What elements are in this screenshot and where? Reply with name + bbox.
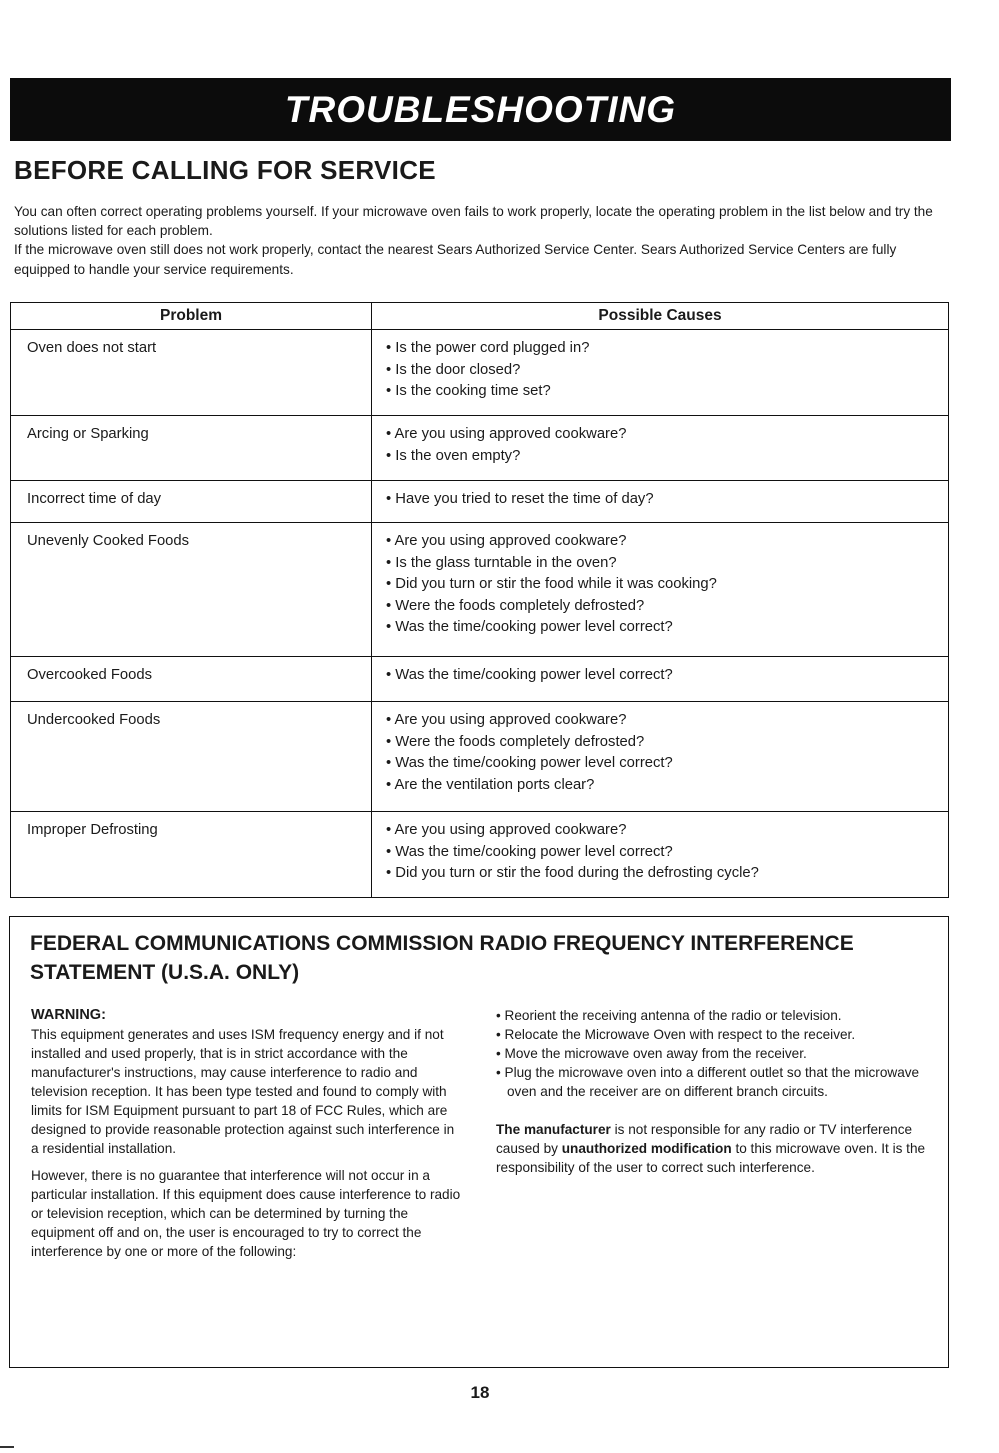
fcc-bullet: • Relocate the Microwave Oven with respect to the receiver.: [496, 1027, 856, 1042]
cause-item: • Is the glass turntable in the oven?: [386, 554, 617, 571]
disclaimer-text-1: is not responsible for any radio or TV interference caused by: [496, 1122, 913, 1156]
problem-cell: [11, 330, 372, 416]
page-banner: [10, 78, 951, 141]
problem-cell: [11, 481, 372, 523]
fcc-right-column: [496, 1006, 936, 1177]
cause-item: • Was the time/cooking power level correct?: [386, 619, 673, 635]
causes-cell: [372, 416, 949, 481]
table-row: [11, 812, 949, 898]
cause-item: • Are you using approved cookware?: [386, 712, 627, 728]
problem-text: Oven does not start: [27, 340, 157, 356]
cause-item: • Did you turn or stir the food while it was cooking?: [386, 576, 717, 592]
causes-cell: [372, 812, 949, 898]
problem-cell: [11, 657, 372, 702]
table-row: [11, 481, 949, 523]
unauthorized-bold: unauthorized modification: [561, 1141, 732, 1156]
manufacturer-disclaimer: [496, 1120, 936, 1177]
fcc-bullet: • Move the microwave oven away from the receiver.: [496, 1046, 807, 1061]
causes-cell: [372, 330, 949, 416]
causes-cell: [372, 657, 949, 702]
table-row: [11, 416, 949, 481]
cause-item: • Are you using approved cookware?: [386, 822, 627, 838]
cause-item: • Is the cooking time set?: [386, 383, 551, 399]
problem-cell: [11, 702, 372, 812]
fcc-bullet: • Plug the microwave oven into a different outlet so that the microwave oven and the receiver are on different branch circuits.: [496, 1065, 920, 1099]
table-header-row: [11, 303, 949, 330]
table-row: [11, 702, 949, 812]
intro-paragraph-2: If the microwave oven still does not work properly, contact the nearest Sears Authorized Service Center. Sears Authorized Service Centers are fully equipped to handle your service requirements.: [14, 242, 897, 277]
problem-text: Undercooked Foods: [27, 712, 161, 728]
page-number: 18: [470, 1383, 490, 1402]
cause-item: • Is the oven empty?: [386, 447, 521, 464]
cause-item: • Are the ventilation ports clear?: [386, 776, 595, 793]
table-row: [11, 523, 949, 657]
header-problem: Problem: [11, 303, 372, 330]
banner-title: TROUBLESHOOTING: [284, 88, 677, 130]
cause-item: • Were the foods completely defrosted?: [386, 733, 645, 750]
cause-item: • Are you using approved cookware?: [386, 426, 627, 442]
intro-text: [14, 202, 944, 279]
cause-item: • Were the foods completely defrosted?: [386, 597, 645, 614]
scan-mark: [0, 1446, 14, 1448]
troubleshooting-table: [10, 302, 949, 898]
fcc-bullet: • Reorient the receiving antenna of the radio or television.: [496, 1008, 842, 1023]
cause-item: • Is the power cord plugged in?: [386, 340, 590, 356]
cause-item: • Was the time/cooking power level correct?: [386, 755, 673, 771]
disclaimer-text-2: to this microwave oven. It is the responsibility of the user to correct such interference.: [496, 1141, 926, 1175]
problem-text: Incorrect time of day: [27, 491, 162, 507]
cause-item: • Is the door closed?: [386, 361, 521, 378]
fcc-title: FEDERAL COMMUNICATIONS COMMISSION RADIO FREQUENCY INTERFERENCE STATEMENT (U.S.A. ONLY): [30, 932, 854, 984]
problem-text: Arcing or Sparking: [27, 426, 149, 442]
however-text: However, there is no guarantee that interference will not occur in a particular installation. If this equipment does cause interference to radio or television reception, which can be determined by turning the equipment off and on, the user is encouraged to try to correct the interference by one or more of the following:: [31, 1168, 461, 1259]
problem-text: Overcooked Foods: [27, 667, 153, 683]
header-possible-causes: Possible Causes: [372, 303, 949, 330]
problem-text: Unevenly Cooked Foods: [27, 533, 190, 549]
warning-label: WARNING:: [31, 1007, 106, 1023]
cause-item: • Have you tried to reset the time of day?: [386, 491, 654, 507]
table-row: [11, 657, 949, 702]
problem-cell: [11, 523, 372, 657]
section-title: BEFORE CALLING FOR SERVICE: [14, 155, 436, 185]
problem-cell: [11, 416, 372, 481]
causes-cell: [372, 481, 949, 523]
problem-text: Improper Defrosting: [27, 822, 158, 838]
problem-cell: [11, 812, 372, 898]
cause-item: • Was the time/cooking power level correct?: [386, 667, 673, 683]
cause-item: • Did you turn or stir the food during the defrosting cycle?: [386, 865, 759, 881]
causes-cell: [372, 702, 949, 812]
fcc-left-column: [31, 1006, 463, 1261]
cause-item: • Was the time/cooking power level correct?: [386, 843, 673, 860]
intro-paragraph-1: You can often correct operating problems yourself. If your microwave oven fails to work properly, locate the operating problem in the list below and try the solutions listed for each problem.: [14, 204, 933, 239]
warning-text: This equipment generates and uses ISM frequency energy and if not installed and used properly, that is in strict accordance with the manufacturer's instructions, may cause interference to radio and television reception. It has been type tested and found to comply with limits for ISM Equipment pursuant to part 18 of FCC Rules, which are designed to provide reasonable protection against such interference in a residential installation.: [31, 1027, 455, 1156]
fcc-statement-box: [9, 916, 949, 1368]
cause-item: • Are you using approved cookware?: [386, 533, 627, 549]
table-row: [11, 330, 949, 416]
manufacturer-bold: The manufacturer: [496, 1122, 611, 1137]
causes-cell: [372, 523, 949, 657]
